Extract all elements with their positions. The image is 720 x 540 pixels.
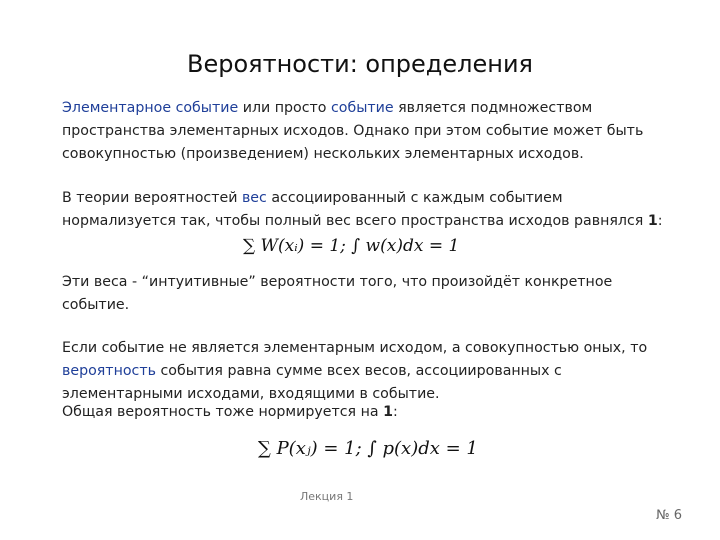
text: или просто — [238, 100, 331, 116]
text: Общая вероятность тоже нормируется на — [62, 404, 384, 420]
bold-one: 1 — [647, 213, 658, 229]
text: события равна сумме всех весов, ассоциированных с элементарными исходами, входящими в событие. — [62, 363, 562, 402]
term-event: событие — [330, 100, 394, 116]
text: В теории вероятностей — [62, 190, 242, 206]
text: ассоциированный с каждым событием нормализуется так, чтобы полный вес всего пространства исходов равнялся — [62, 190, 648, 229]
text: : — [392, 404, 398, 420]
text: Если событие не является элементарным исходом, а совокупностью оных, то — [62, 340, 648, 356]
text: является подмножеством пространства элементарных исходов. Однако при этом событие может быть совокупностью (произведением) нескольких элементарных исходов. — [62, 100, 644, 162]
term-probability: вероятность — [62, 363, 156, 379]
paragraph-normalization — [62, 401, 672, 424]
paragraph-probability — [62, 337, 672, 406]
term-elementary-event: Элементарное событие — [62, 100, 239, 116]
page-number: № 6 — [656, 508, 682, 523]
text: : — [657, 213, 663, 229]
bold-one: 1 — [383, 404, 393, 420]
paragraph-intuitive: Эти веса - “интуитивные” вероятности того, что произойдёт конкретное событие. — [62, 274, 613, 313]
paragraph-elementary-event — [62, 97, 672, 166]
footer-lecture: Лекция 1 — [300, 490, 354, 503]
formula-discrete-continuous-weights: ∑ W(xᵢ) = 1; ∫ w(x)dx = 1 — [243, 236, 460, 256]
term-weight: вес — [241, 190, 267, 206]
formula-probability-normalization: ∑ P(xⱼ) = 1; ∫ p(x)dx = 1 — [258, 438, 478, 459]
paragraph-weight — [62, 187, 672, 233]
slide-title: Вероятности: определения — [187, 50, 533, 78]
